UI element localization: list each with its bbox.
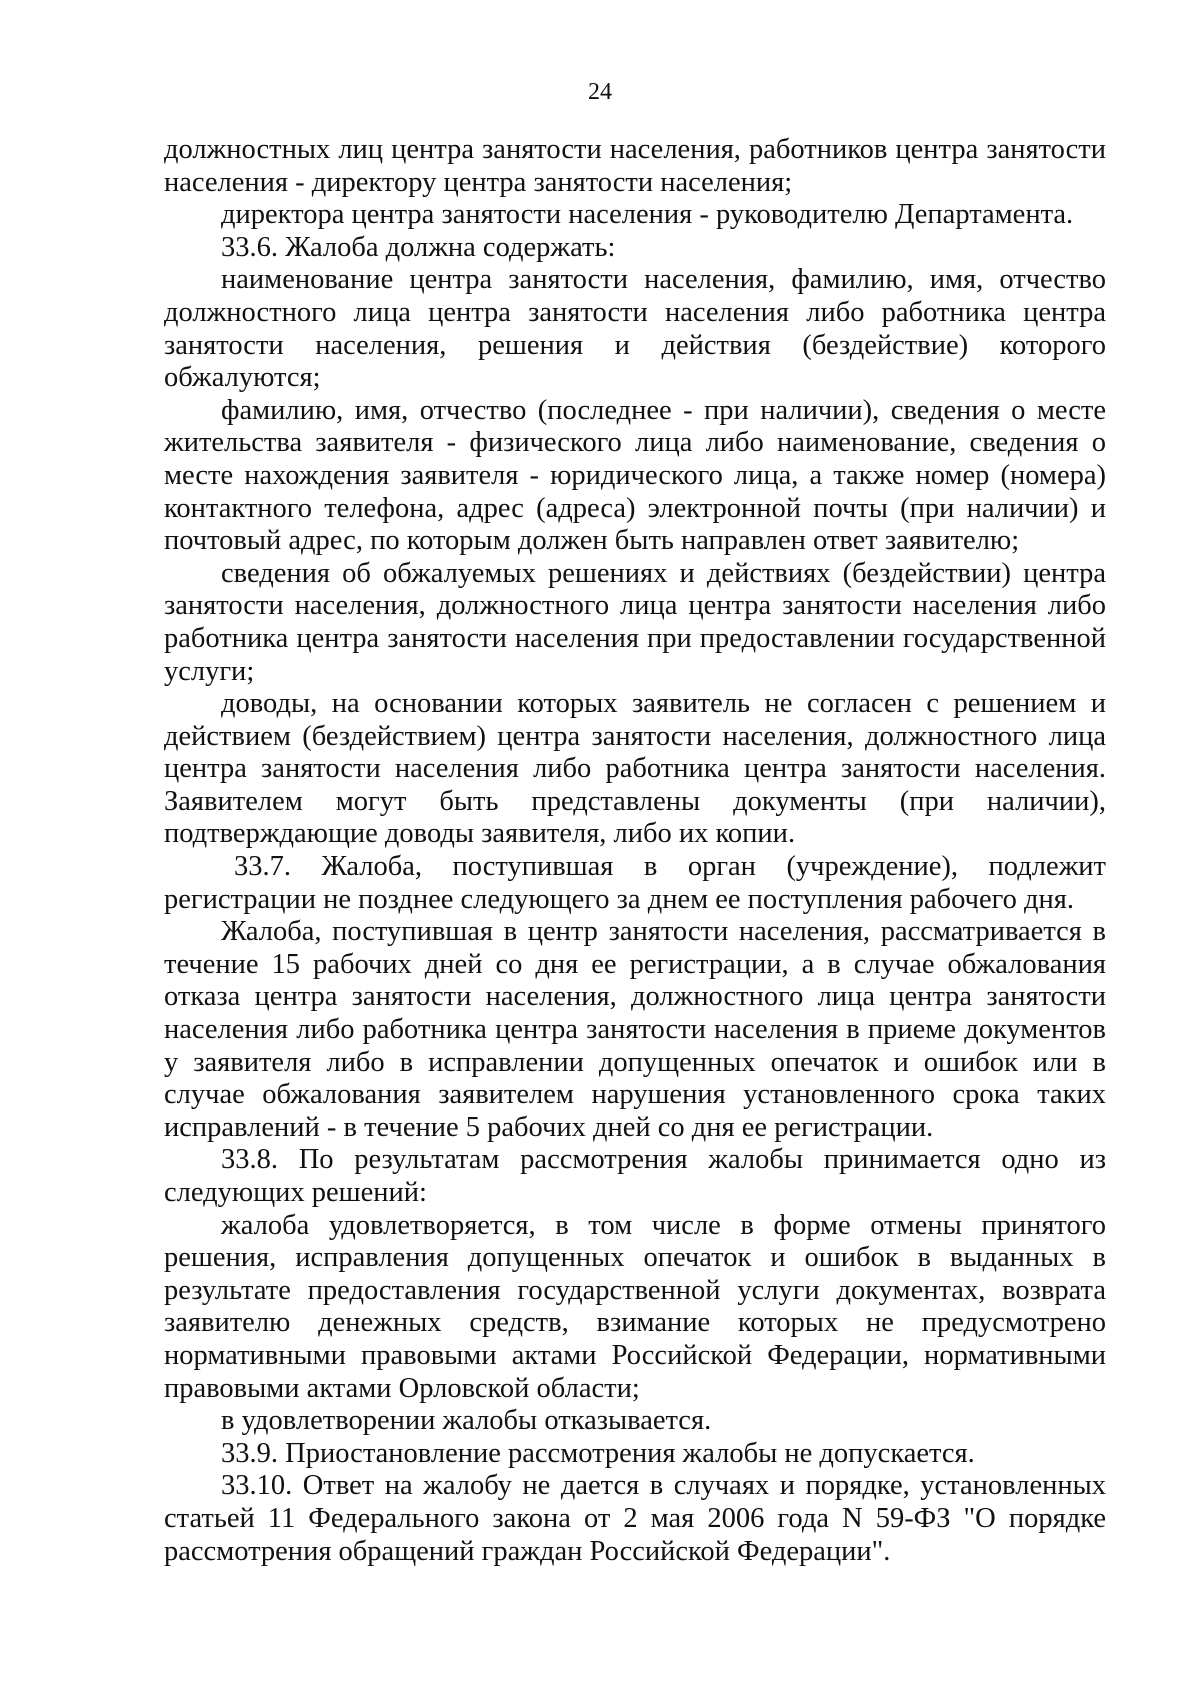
paragraph: доводы, на основании которых заявитель не согласен с решением и действием (бездействием) центра занятости населения, должностного лица центра занятости населения либо работника центра занятости населения. Заявителем могут быть представлены документы (при наличии), подтверждающие доводы заявителя, либо их копии.	[164, 688, 1106, 850]
paragraph: фамилию, имя, отчество (последнее - при наличии), сведения о месте жительства заявителя - физического лица либо наименование, сведения о месте нахождения заявителя - юридического лица, а также номер (номера) контактного телефона, адрес (адреса) электронной почты (при наличии) и почтовый адрес, по которым должен быть направлен ответ заявителю;	[164, 394, 1106, 557]
document-body	[164, 134, 1106, 1568]
section-paragraph-33-7: 33.7. Жалоба, поступившая в орган (учреждение), подлежит регистрации не позднее следующего за днем ее поступления рабочего дня.	[164, 851, 1106, 915]
page-number: 24	[588, 79, 612, 105]
section-paragraph-33-10: 33.10. Ответ на жалобу не дается в случаях и порядке, установленных статьей 11 Федерального закона от 2 мая 2006 года N 59-ФЗ "О порядке рассмотрения обращений граждан Российской Федерации".	[164, 1470, 1106, 1567]
paragraph: директора центра занятости населения - руководителю Департамента.	[221, 199, 1074, 231]
paragraph: Жалоба, поступившая в центр занятости населения, рассматривается в течение 15 рабочих дней со дня ее регистрации, а в случае обжалования отказа центра занятости населения, должностного лица центра занятости населения либо работника центра занятости населения в приеме документов у заявителя либо в исправлении допущенных опечаток и ошибок или в случае обжалования заявителем нарушения установленного срока таких исправлений - в течение 5 рабочих дней со дня ее регистрации.	[164, 916, 1106, 1143]
paragraph: жалоба удовлетворяется, в том числе в форме отмены принятого решения, исправления допущенных опечаток и ошибок в выданных в результате предоставления государственной услуги документах, возврата заявителю денежных средств, взимание которых не предусмотрено нормативными правовыми актами Российской Федерации, нормативными правовыми актами Орловской области;	[164, 1209, 1106, 1404]
paragraph: наименование центра занятости населения, фамилию, имя, отчество должностного лица центра занятости населения либо работника центра занятости населения, решения и действия (бездействие) которого обжалуются;	[164, 264, 1106, 394]
paragraph-continuation: должностных лиц центра занятости населения, работников центра занятости населения - директору центра занятости населения;	[164, 134, 1106, 198]
section-heading-33-6: 33.6. Жалоба должна содержать:	[221, 231, 616, 263]
paragraph: сведения об обжалуемых решениях и действиях (бездействии) центра занятости населения, должностного лица центра занятости населения либо работника центра занятости населения при предоставлении государственной услуги;	[164, 557, 1106, 687]
section-paragraph-33-8: 33.8. По результатам рассмотрения жалобы принимается одно из следующих решений:	[164, 1144, 1106, 1208]
paragraph: в удовлетворении жалобы отказывается.	[221, 1405, 712, 1437]
section-paragraph-33-9: 33.9. Приостановление рассмотрения жалобы не допускается.	[221, 1437, 975, 1469]
